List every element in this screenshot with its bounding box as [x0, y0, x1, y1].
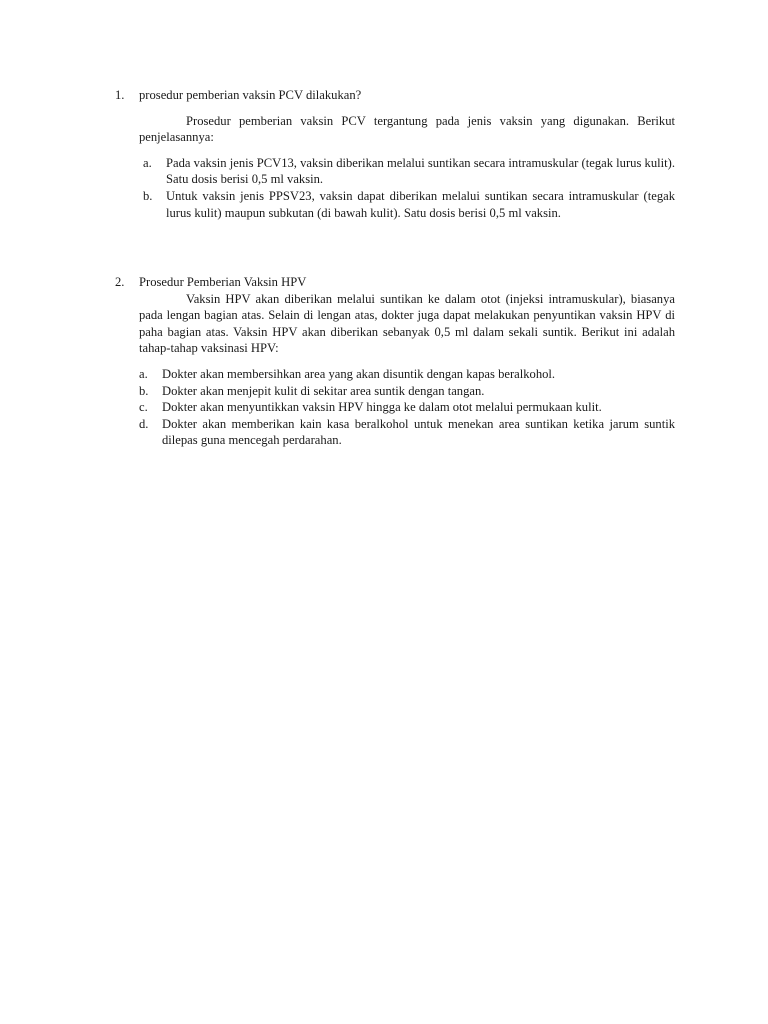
- list-item: [139, 416, 675, 449]
- list-item: [143, 155, 675, 188]
- list-text: Pada vaksin jenis PCV13, vaksin diberikan melalui suntikan secara intramuskular (tegak lurus kulit). Satu dosis berisi 0,5 ml vaksin.: [166, 155, 675, 187]
- list-marker: a.: [143, 155, 152, 170]
- section-intro: Prosedur pemberian vaksin PCV tergantung pada jenis vaksin yang digunakan. Berikut penjelasannya:: [139, 113, 675, 145]
- list-marker: d.: [139, 416, 149, 431]
- list-marker: a.: [139, 366, 148, 381]
- list-text: Untuk vaksin jenis PPSV23, vaksin dapat diberikan melalui suntikan secara intramuskular (tegak lurus kulit) maupun subkutan (di bawah kulit). Satu dosis berisi 0,5 ml vaksin.: [166, 188, 675, 220]
- list-marker: c.: [139, 400, 148, 415]
- section-heading: [115, 274, 675, 291]
- section-hpv: [115, 274, 675, 449]
- hpv-steps-list: [139, 366, 675, 449]
- section-title: Prosedur Pemberian Vaksin HPV: [139, 275, 307, 289]
- section-title: prosedur pemberian vaksin PCV dilakukan?: [139, 88, 362, 102]
- list-text: Dokter akan memberikan kain kasa beralkohol untuk menekan area suntikan ketika jarum suntik dilepas guna mencegah perdarahan.: [162, 416, 675, 448]
- list-marker: b.: [143, 188, 153, 203]
- list-text: Dokter akan menyuntikkan vaksin HPV hingga ke dalam otot melalui permukaan kulit.: [162, 400, 602, 415]
- list-text: Dokter akan membersihkan area yang akan disuntik dengan kapas beralkohol.: [162, 366, 556, 381]
- list-item: [139, 399, 675, 416]
- list-item: [143, 188, 675, 221]
- list-text: Dokter akan menjepit kulit di sekitar area suntik dengan tangan.: [162, 383, 485, 398]
- list-item: [139, 366, 675, 383]
- list-marker: b.: [139, 383, 149, 398]
- section-pcv: [115, 87, 675, 221]
- list-item: [139, 383, 675, 400]
- section-intro: Vaksin HPV akan diberikan melalui suntikan ke dalam otot (injeksi intramuskular), biasanya pada lengan bagian atas. Selain di lengan atas, dokter juga dapat melakukan penyuntikan vaksin HPV di paha bagian atas. Vaksin HPV akan diberikan sebanyak 0,5 ml dalam sekali suntik. Berikut ini adalah tahap-tahap vaksinasi HPV:: [139, 291, 675, 356]
- pcv-list: [143, 155, 675, 221]
- section-heading: [115, 87, 675, 104]
- section-number: 2.: [115, 275, 125, 289]
- section-number: 1.: [115, 88, 125, 102]
